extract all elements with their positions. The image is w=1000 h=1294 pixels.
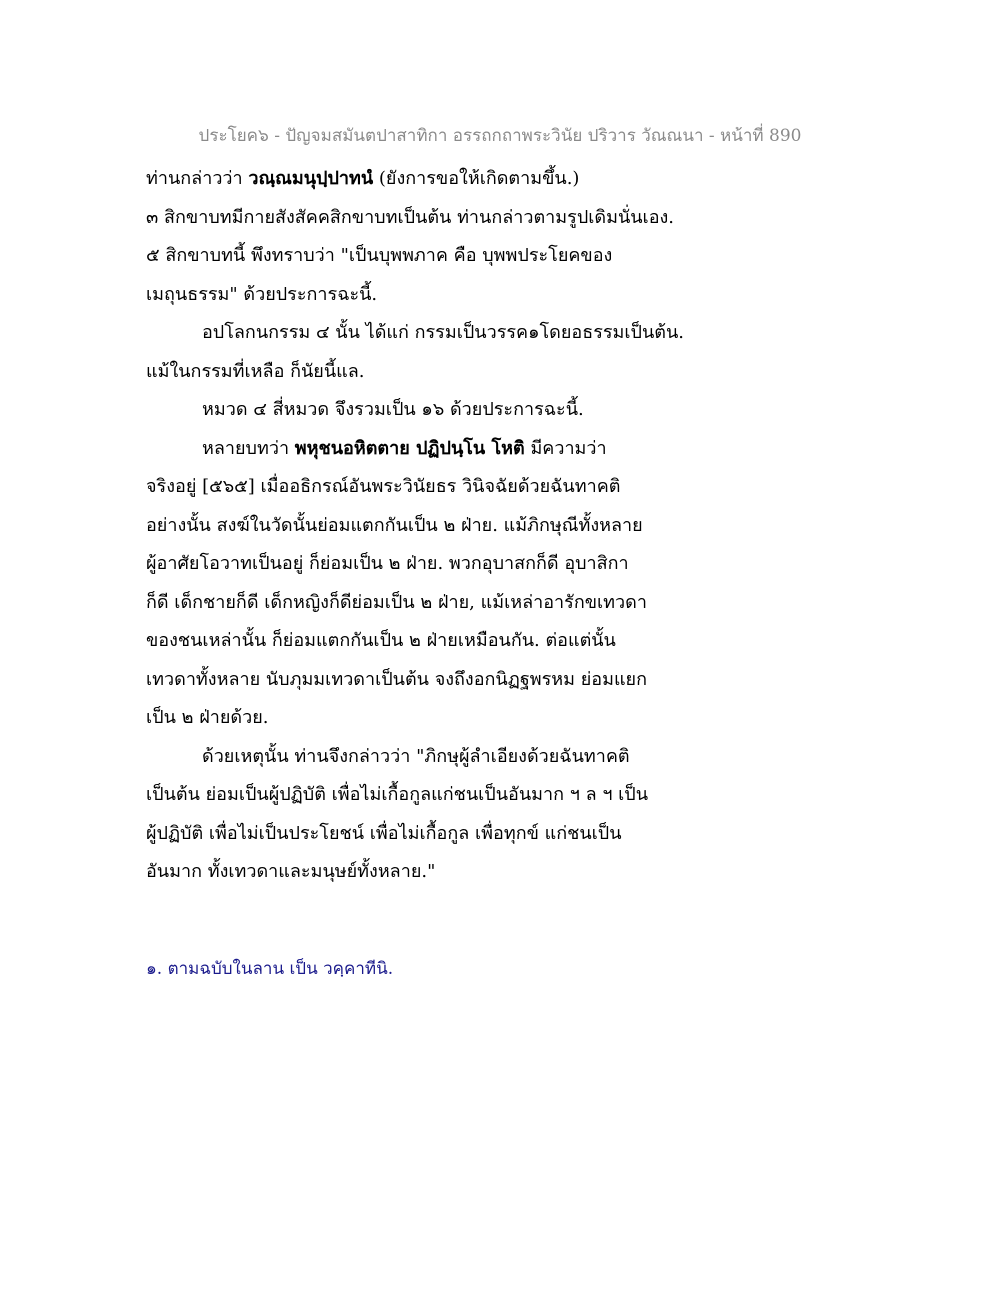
body-text bbox=[146, 160, 706, 892]
paragraph-line: ก็ดี เด็กชายก็ดี เด็กหญิงก็ดีย่อมเป็น ๒ ฝ่าย, แม้เหล่าอารักขเทวดา bbox=[146, 591, 647, 613]
running-header: ประโยค๖ - ปัญจมสมันตปาสาทิกา อรรถกถาพระวินัย ปริวาร วัณณนา - หน้าที่ 890 bbox=[198, 126, 802, 146]
paragraph-line: เป็น ๒ ฝ่ายด้วย. bbox=[146, 707, 269, 728]
text-span: (ยังการขอให้เกิดตามขึ้น.) bbox=[373, 168, 580, 189]
paragraph-line: เป็นต้น ย่อมเป็นผู้ปฏิบัติ เพื่อไม่เกื้อกูลแก่ชนเป็นอันมาก ฯ ล ฯ เป็น bbox=[146, 784, 649, 805]
footnote: ๑. ตามฉบับในลาน เป็น วคฺคาทีนิ. bbox=[146, 959, 394, 979]
text-span: หลายบทว่า bbox=[202, 437, 295, 459]
text-span: มีความว่า bbox=[524, 437, 607, 459]
paragraph-line: ๕ สิกขาบทนี้ พึงทราบว่า "เป็นบุพพภาค คือ บุพพประโยคของ bbox=[146, 245, 613, 266]
paragraph-line: ผู้ปฏิบัติ เพื่อไม่เป็นประโยชน์ เพื่อไม่เกื้อกูล เพื่อทุกข์ แก่ชนเป็น bbox=[146, 822, 622, 844]
paragraph-line: อปโลกนกรรม ๔ นั้น ได้แก่ กรรมเป็นวรรค๑โดยอธรรมเป็นต้น. bbox=[202, 322, 684, 343]
pali-term: พหุชนอหิตตาย ปฏิปนฺโน โหติ bbox=[294, 437, 525, 459]
paragraph-line: เทวดาทั้งหลาย นับภุมมเทวดาเป็นต้น จงถึงอกนิฏฐพรหม ย่อมแยก bbox=[146, 668, 648, 690]
paragraph-line: อันมาก ทั้งเทวดาและมนุษย์ทั้งหลาย." bbox=[146, 861, 436, 882]
paragraph-line: หมวด ๔ สี่หมวด จึงรวมเป็น ๑๖ ด้วยประการฉะนี้. bbox=[202, 399, 584, 420]
paragraph-line: เมถุนธรรม" ด้วยประการฉะนี้. bbox=[146, 283, 378, 305]
paragraph-line: แม้ในกรรมที่เหลือ ก็นัยนี้แล. bbox=[146, 360, 365, 382]
paragraph-line: อย่างนั้น สงฆ์ในวัดนั้นย่อมแตกกันเป็น ๒ ฝ่าย. แม้ภิกษุณีทั้งหลาย bbox=[146, 514, 643, 536]
paragraph-line bbox=[146, 160, 706, 199]
paragraph-line: จริงอยู่ [๕๖๕] เมื่ออธิกรณ์อันพระวินัยธร วินิจฉัยด้วยฉันทาคติ bbox=[146, 476, 621, 497]
paragraph-line: ของชนเหล่านั้น ก็ย่อมแตกกันเป็น ๒ ฝ่ายเหมือนกัน. ต่อแต่นั้น bbox=[146, 630, 616, 651]
paragraph-line bbox=[146, 430, 706, 469]
paragraph-line: ด้วยเหตุนั้น ท่านจึงกล่าวว่า "ภิกษุผู้ลำเอียงด้วยฉันทาคติ bbox=[202, 745, 630, 767]
pali-term: วณฺณมนุปฺปาทนํ bbox=[248, 168, 374, 189]
text-span: ท่านกล่าวว่า bbox=[146, 168, 249, 189]
paragraph-line: ผู้อาศัยโอวาทเป็นอยู่ ก็ย่อมเป็น ๒ ฝ่าย. พวกอุบาสกก็ดี อุบาสิกา bbox=[146, 553, 629, 574]
paragraph-line: ๓ สิกขาบทมีกายสังสัคคสิกขาบทเป็นต้น ท่านกล่าวตามรูปเดิมนั่นเอง. bbox=[146, 206, 675, 228]
